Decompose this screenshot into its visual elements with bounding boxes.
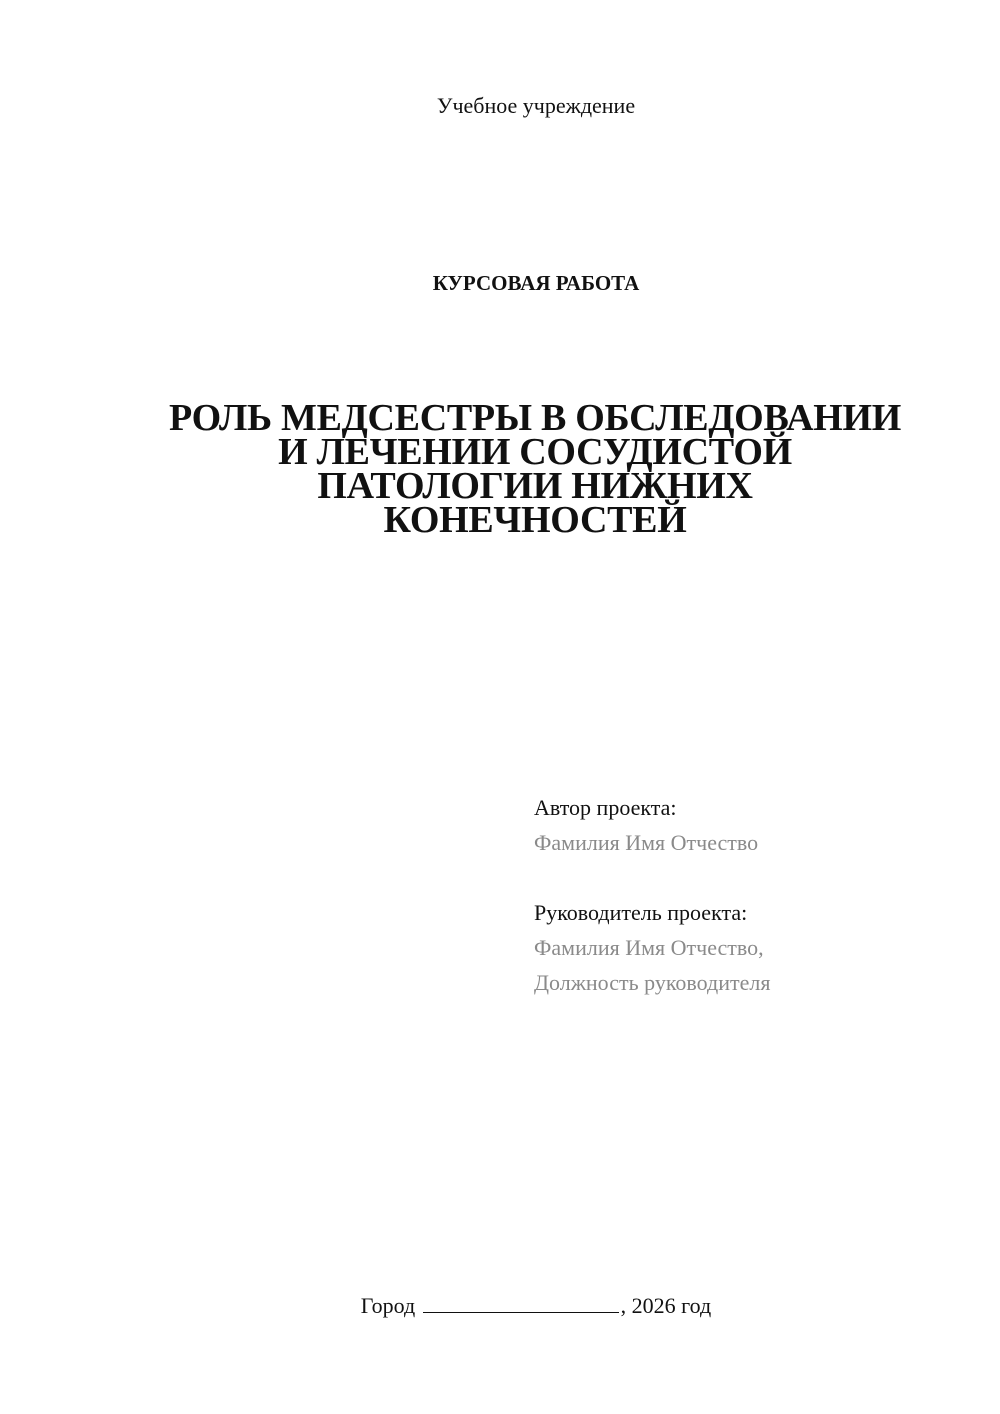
title-line: КОНЕЧНОСТЕЙ — [383, 499, 687, 541]
year-text: , 2026 год — [620, 1293, 712, 1318]
city-year-line — [0, 1290, 1000, 1320]
supervisor-block — [534, 895, 974, 1000]
author-name-placeholder: Фамилия Имя Отчество — [534, 830, 759, 855]
supervisor-label: Руководитель проекта: — [534, 900, 748, 925]
title-line: И ЛЕЧЕНИИ СОСУДИСТОЙ — [278, 431, 792, 473]
author-label: Автор проекта: — [534, 795, 677, 820]
author-block — [534, 790, 974, 860]
project-people — [534, 790, 974, 1035]
supervisor-name-placeholder: Фамилия Имя Отчество, — [534, 935, 764, 960]
title-line: РОЛЬ МЕДСЕСТРЫ В ОБСЛЕДОВАНИИ — [168, 397, 902, 439]
title-line: ПАТОЛОГИИ НИЖНИХ — [317, 465, 753, 507]
document-type: КУРСОВАЯ РАБОТА — [432, 271, 640, 295]
document-title — [150, 397, 920, 541]
supervisor-position-placeholder: Должность руководителя — [534, 970, 771, 995]
city-blank-line — [423, 1290, 619, 1313]
city-label: Город — [360, 1293, 416, 1318]
institution-name: Учебное учреждение — [436, 93, 636, 118]
